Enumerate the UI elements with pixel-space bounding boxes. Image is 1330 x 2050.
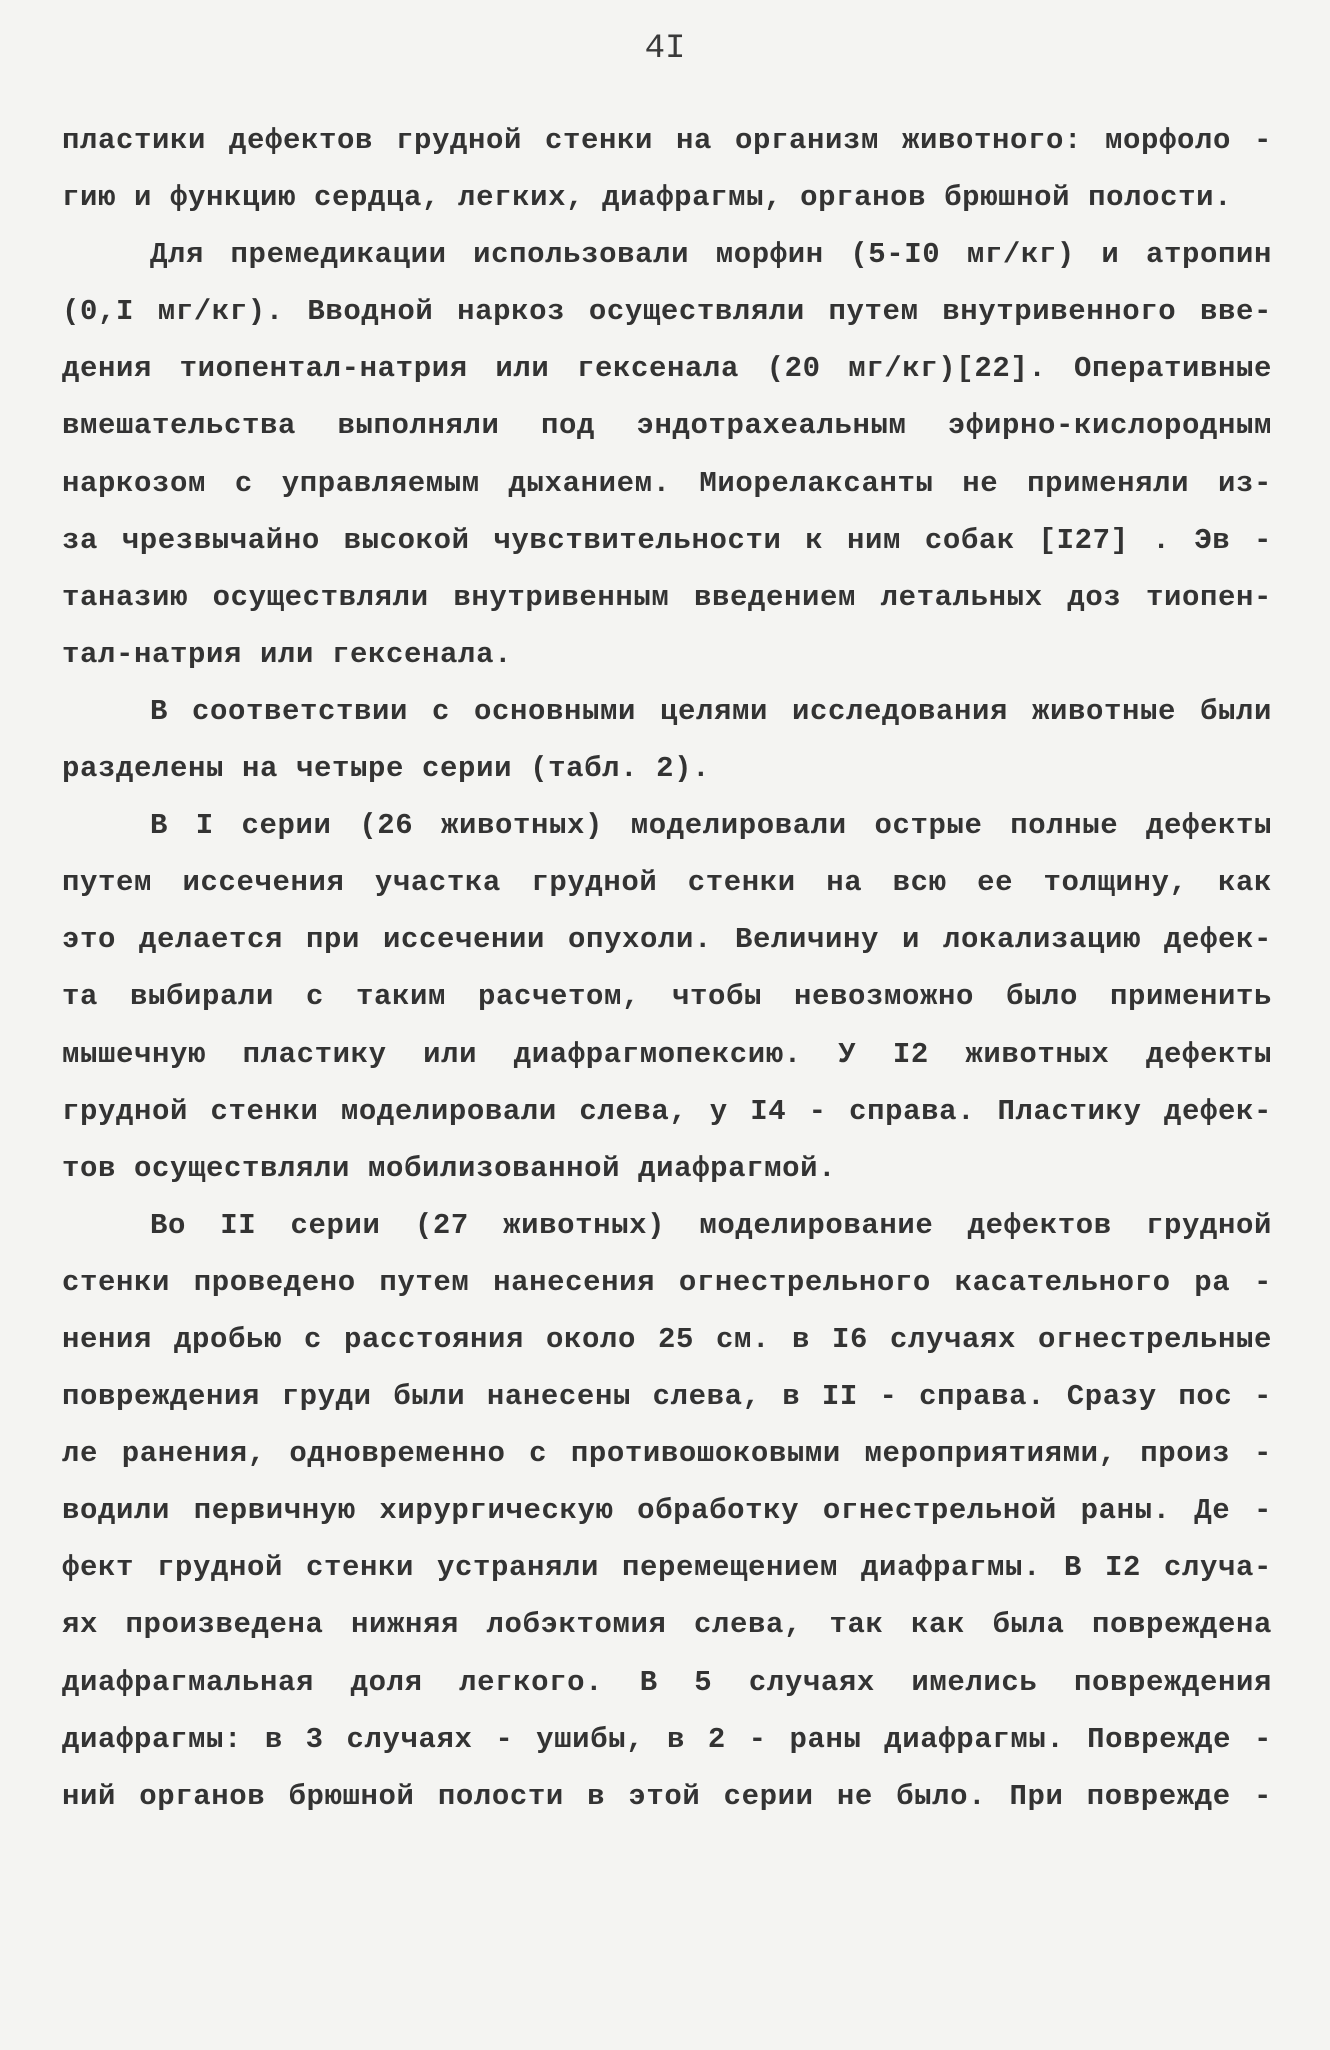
text-line: В I серии (26 животных) моделировали острые полные дефекты	[150, 809, 1272, 843]
text-line: повреждения груди были нанесены слева, в II - справа. Сразу пос -	[62, 1380, 1272, 1414]
text-line: мышечную пластику или диафрагмопексию. У I2 животных дефекты	[62, 1037, 1272, 1071]
text-line: это делается при иссечении опухоли. Величину и локализацию дефек-	[62, 923, 1272, 957]
text-line: грудной стенки моделировали слева, у I4 - справа. Пластику дефек-	[62, 1094, 1272, 1128]
text-line: пластики дефектов грудной стенки на организм животного: морфоло -	[62, 124, 1272, 157]
text-line: (0,I мг/кг). Вводной наркоз осуществляли путем внутривенного вве-	[62, 295, 1272, 329]
text-line: та выбирали с таким расчетом, чтобы невозможно было применить	[62, 980, 1272, 1014]
text-line: дения тиопентал-натрия или гексенала (20 мг/кг)[22]. Оперативные	[62, 352, 1272, 386]
text-line: ях произведена нижняя лобэктомия слева, так как была повреждена	[62, 1608, 1272, 1642]
text-line: диафрагмальная доля легкого. В 5 случаях имелись повреждения	[62, 1665, 1272, 1699]
text-line: путем иссечения участка грудной стенки на всю ее толщину, как	[62, 866, 1272, 900]
text-line: Для премедикации использовали морфин (5-I0 мг/кг) и атропин	[150, 238, 1272, 272]
text-line: фект грудной стенки устраняли перемещением диафрагмы. В I2 случа-	[62, 1551, 1272, 1585]
text-line: тов осуществляли мобилизованной диафрагмой.	[62, 1151, 837, 1185]
text-line: вмешательства выполняли под эндотрахеальным эфирно-кислородным	[62, 409, 1272, 443]
text-line: Во II серии (27 животных) моделирование дефектов грудной	[150, 1208, 1272, 1242]
text-line: водили первичную хирургическую обработку огнестрельной раны. Де -	[62, 1494, 1272, 1528]
text-line: В соответствии с основными целями исследования животные были	[150, 694, 1272, 728]
text-line: ний органов брюшной полости в этой серии не было. При повреждe -	[62, 1779, 1272, 1813]
text-line: стенки проведено путем нанесения огнестрельного касательного ра -	[62, 1265, 1272, 1299]
text-line: таназию осуществляли внутривенным введением летальных доз тиопен-	[62, 580, 1272, 614]
text-line: диафрагмы: в 3 случаях - ушибы, в 2 - раны диафрагмы. Поврежде -	[62, 1722, 1272, 1756]
text-line: нения дробью с расстояния около 25 см. в I6 случаях огнестрельные	[62, 1322, 1272, 1356]
page-number: 4I	[644, 30, 686, 68]
text-line: ле ранения, одновременно с противошоковыми мероприятиями, произ -	[62, 1437, 1272, 1471]
document-body	[62, 112, 1272, 1825]
text-line: гию и функцию сердца, легких, диафрагмы, органов брюшной полости.	[62, 181, 1233, 215]
text-line: тал-натрия или гексенала.	[62, 637, 513, 671]
text-line: за чрезвычайно высокой чувствительности к ним собак [I27] . Эв -	[62, 523, 1272, 557]
text-line: наркозом с управляемым дыханием. Миорелаксанты не применяли из-	[62, 466, 1272, 500]
text-line: разделены на четыре серии (табл. 2).	[62, 752, 711, 786]
